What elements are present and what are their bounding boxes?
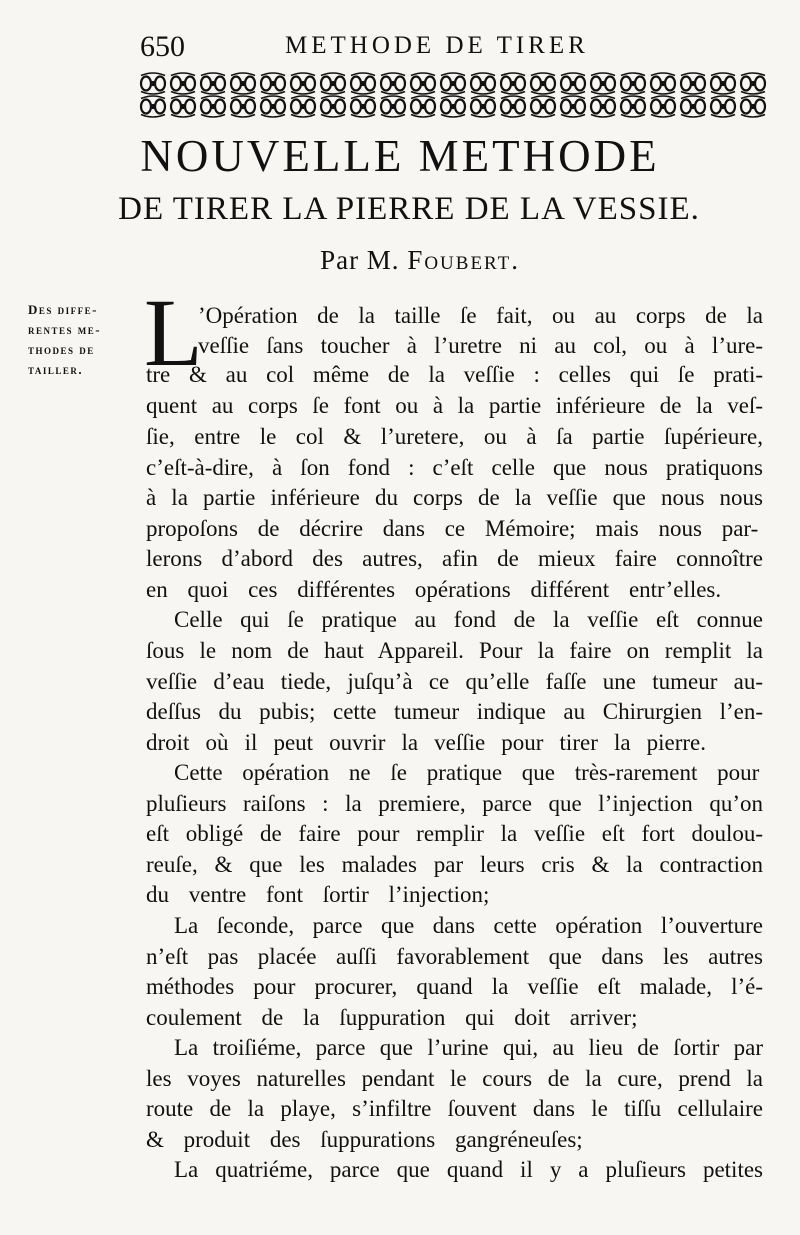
margin-note-line: tailler. (28, 362, 84, 377)
text-line: Celle qui ſe pratique au fond de la veſſie eſt connue (174, 607, 763, 632)
text-line: droit où il peut ouvrir la veſſie pour tirer la pierre. (146, 730, 706, 755)
text-line: du ventre font ſortir l’injection; (146, 882, 490, 907)
margin-note-line: rentes me- (28, 322, 102, 337)
ornament-band (138, 72, 768, 118)
text-line: lerons d’abord des autres, afin de mieux faire connoître (146, 546, 763, 571)
author-line (0, 242, 800, 278)
margin-note (28, 300, 138, 380)
text-line: eſt obligé de faire pour remplir la veſſie eſt fort doulou- (146, 821, 763, 846)
text-line: quent au corps ſe font ou à la partie inférieure de la veſ- (146, 393, 763, 418)
text-line: deſſus du pubis; cette tumeur indique au Chirurgien l’en- (146, 699, 763, 724)
drop-cap: L (144, 279, 203, 386)
text-line: tre & au col même de la veſſie : celles qui ſe prati- (146, 362, 763, 387)
page-number: 650 (140, 30, 185, 63)
text-line: ’Opération de la taille ſe fait, ou au corps de la (198, 303, 763, 328)
text-line: à la partie inférieure du corps de la veſſie que nous nous (146, 485, 763, 510)
margin-note-line: Des diffe- (28, 302, 98, 317)
text-line: c’eſt-à-dire, à ſon fond : c’eſt celle que nous pratiquons (146, 455, 763, 480)
text-line: pluſieurs raiſons : la premiere, parce que l’injection qu’on (146, 791, 763, 816)
author-name: Foubert. (407, 245, 520, 275)
text-line: en quoi ces différentes opérations différent entr’elles. (146, 577, 722, 602)
article-title: NOUVELLE METHODE (140, 131, 660, 181)
text-line: méthodes pour procurer, quand la veſſie eſt malade, l’é- (146, 974, 763, 999)
text-line: & produit des ſuppurations gangréneuſes; (146, 1127, 583, 1152)
text-line: ſous le nom de haut Appareil. Pour la faire on remplit la (146, 638, 763, 663)
text-line: reuſe, & que les malades par leurs cris & la contraction (146, 852, 763, 877)
text-line: n’eſt pas placée auſſi favorablement que dans les autres (146, 944, 763, 969)
text-line: route de la playe, s’infiltre ſouvent dans le tiſſu cellulaire (146, 1096, 763, 1121)
article-subtitle: DE TIRER LA PIERRE DE LA VESSIE. (118, 191, 700, 227)
text-line: coulement de la ſuppuration qui doit arriver; (146, 1005, 638, 1030)
text-line: les voyes naturelles pendant le cours de la cure, prend la (146, 1066, 763, 1091)
text-line: La quatriéme, parce que quand il y a pluſieurs petites (174, 1157, 763, 1182)
text-line: veſſie d’eau tiede, juſqu’à ce qu’elle faſſe une tumeur au- (146, 669, 763, 694)
text-line: La ſeconde, parce que dans cette opération l’ouverture (174, 913, 763, 938)
running-title: METHODE DE TIRER (285, 32, 589, 59)
text-line: ſie, entre le col & l’uretere, ou à ſa partie ſupérieure, (146, 424, 763, 449)
text-line: propoſons de décrire dans ce Mémoire; mais nous par- (146, 516, 759, 541)
margin-note-line: thodes de (28, 342, 95, 357)
text-line: veſſie ſans toucher à l’uretre ni au col, ou à l’ure- (198, 333, 763, 358)
running-head (0, 26, 800, 66)
author-prefix: Par M. (320, 245, 400, 275)
text-line: Cette opération ne ſe pratique que très-rarement pour (174, 760, 760, 785)
text-line: La troiſiéme, parce que l’urine qui, au lieu de ſortir par (174, 1035, 763, 1060)
